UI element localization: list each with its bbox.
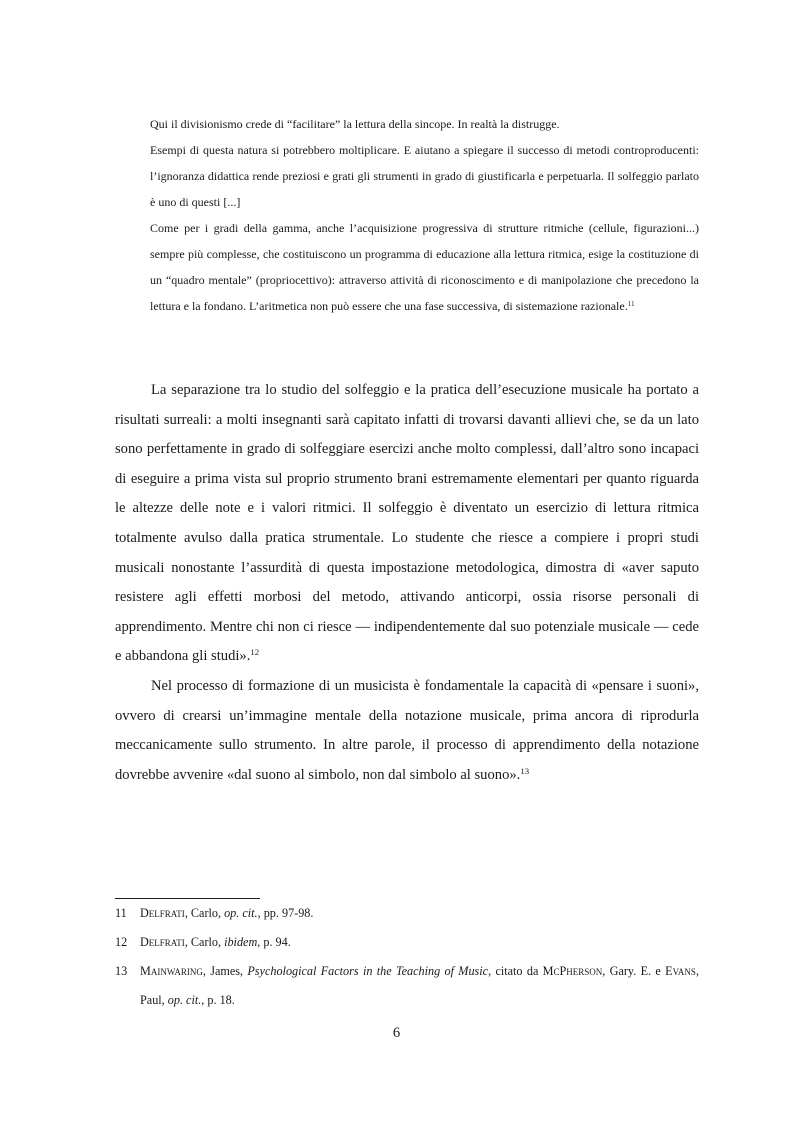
footnote-ref-13[interactable]: 13 (520, 765, 530, 776)
footnote-author: Delfrati (140, 906, 185, 920)
body-paragraph-1-text: La separazione tra lo studio del solfeggio e la pratica dell’esecuzione musicale ha portato a risultati surreali: a molti insegnanti sarà capitato infatti di trovarsi davanti allievi che, se da un lato sono perfettamente in grado di solfeggiare esercizi anche molto complessi, dall’altro sono incapaci di eseguire a prima vista sul proprio strumento brani estremamente elementari per quanto riguarda le altezze delle note e i valori ritmici. Il solfeggio è diventato un esercizio di lettura ritmica totalmente avulso dalla pratica strumentale. Lo studente che riesce a compiere i propri studi musicali nonostante l’assurdità di questa impostazione metodologica, dimostra di «aver saputo resistere agli effetti morbosi del metodo, attivando anticorpi, ossia risorse personali di apprendimento. Mentre chi non ci riesce — indipendentemente dal suo potenziale musicale — cede e abbandona gli studi». (115, 382, 699, 665)
body-paragraph-2 (115, 672, 699, 790)
footnote-title: ibidem (224, 935, 258, 949)
footnote-segment: , Paul, (140, 964, 699, 1007)
footnote-segment: , Gary. E. e (602, 964, 666, 978)
footnote-segment: , pp. 97-98. (257, 906, 314, 920)
footnote-number: 12 (115, 935, 128, 949)
footnote-title: op. cit. (167, 993, 202, 1007)
quote-paragraph-3 (150, 215, 699, 319)
body-paragraph-2-text: Nel processo di formazione di un musicista è fondamentale la capacità di «pensare i suoni», ovvero di crearsi un’immagine mentale della notazione musicale, prima ancora di riprodurla meccanicamente sullo strumento. In altre parole, il processo di apprendimento della notazione dovrebbe avvenire «dal suono al simbolo, non dal simbolo al suono». (115, 677, 699, 783)
footnote-ref-12[interactable]: 12 (250, 647, 260, 658)
footnote-13 (115, 957, 699, 1015)
footnote-text (140, 928, 699, 957)
footnote-text (140, 957, 699, 1015)
footnote-title: op. cit. (224, 906, 258, 920)
footnote-segment: , James, (202, 964, 248, 978)
footnote-author: Delfrati (140, 935, 185, 949)
footnote-segment: , citato da (488, 964, 543, 978)
footnote-author: Evans (665, 964, 696, 978)
footnote-11 (115, 899, 699, 928)
footnote-segment: , Carlo, (184, 906, 225, 920)
footnote-ref-11[interactable]: 11 (627, 300, 635, 309)
footnote-number: 13 (115, 964, 128, 978)
footnote-text (140, 899, 699, 928)
footnote-author: McPherson (542, 964, 603, 978)
footnote-segment: , p. 94. (257, 935, 291, 949)
footnote-segment: , p. 18. (201, 993, 235, 1007)
footnote-author: Mainwaring (140, 964, 203, 978)
body-text (115, 376, 699, 790)
page-number: 6 (392, 1025, 401, 1041)
quote-paragraph-2: Esempi di questa natura si potrebbero moltiplicare. E aiutano a spiegare il successo di metodi controproducenti: l’ignoranza didattica rende preziosi e grati gli strumenti in grado di giustificarla e perpetuarla. Il solfeggio parlato è uno di questi [...] (150, 143, 699, 209)
footnotes (115, 899, 699, 1015)
footnote-title: Psychological Factors in the Teaching of Music (247, 964, 489, 978)
quote-paragraph-3-text: Come per i gradi della gamma, anche l’acquisizione progressiva di strutture ritmiche (cellule, figurazioni...) sempre più complesse, che costituiscono un programma di educazione alla lettura ritmica, esige la costituzione di un “quadro mentale” (propriocettivo): attraverso attività di riconoscimento e di manipolazione che precedono la lettura e la fondano. L’aritmetica non può essere che una fase successiva, di sistemazione razionale. (150, 221, 699, 313)
footnote-12 (115, 928, 699, 957)
footnote-segment: , Carlo, (184, 935, 225, 949)
footnote-number: 11 (115, 906, 127, 920)
quote-paragraph-1: Qui il divisionismo crede di “facilitare” la lettura della sincope. In realtà la distrugge. (150, 117, 560, 131)
block-quote (150, 111, 699, 319)
body-paragraph-1 (115, 376, 699, 672)
